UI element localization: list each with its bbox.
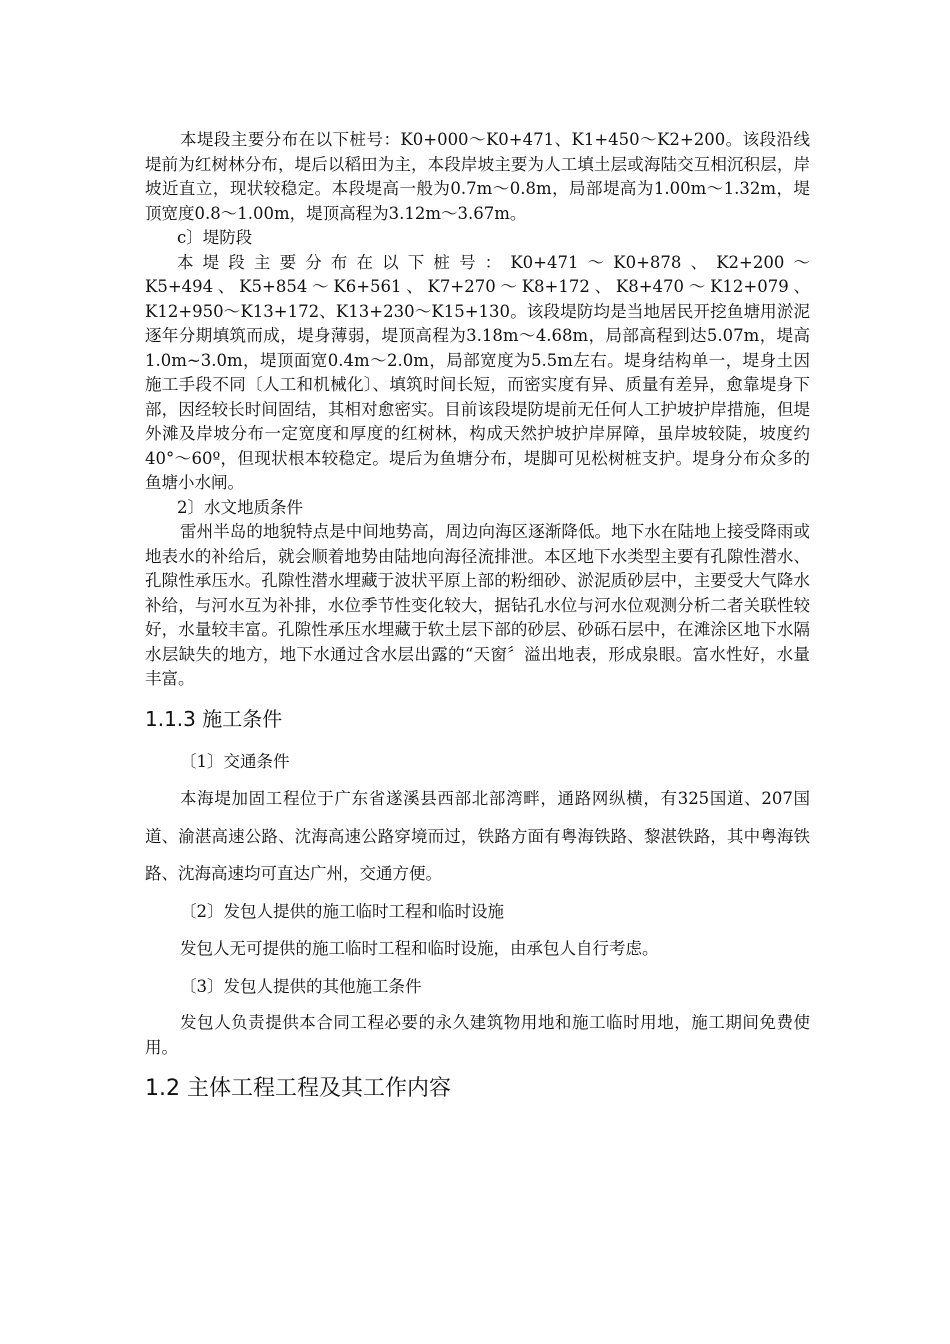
paragraph-levee-first-line: 本堤段主要分布在以下桩号：K0+471～K0+878、K2+200～ [177, 252, 810, 272]
item-3-title: 〔3〕发包人提供的其他施工条件 [180, 976, 422, 996]
subsection-hydrogeology-title: 2〕水文地质条件 [177, 497, 303, 517]
paragraph-embankment-section: 本堤段主要分布在以下桩号：K0+000～K0+471、K1+450～K2+200。该段沿线堤前为红树林分布，堤后以稻田为主，本段岸坡主要为人工填土层或海陆交互相沉积层，岸坡近直立，现状较稳定。本段堤高一般为0.7m～0.8m，局部堤高为1.00m～1.32m，堤顶宽度0.8～1.00m，堤顶高程为3.12m～3.67m。 [145, 130, 810, 223]
page-content [145, 128, 810, 1104]
heading-1-2: 1.2 主体工程工程及其工作内容 [145, 1076, 451, 1101]
paragraph-levee-section: K5+494、K5+854～K6+561、K7+270～K8+172、K8+470～K12+079、K12+950～K13+172、K13+230～K15+130。该段堤防均是当地居民开挖鱼塘用淤泥逐年分期填筑而成，堤身薄弱，堤顶高程为3.18m～4.68m，局部高程到达5.07m，堤高1.0m~3.0m，堤顶面宽0.4m～2.0m，局部宽度为5.5m左右。堤身结构单一，堤身土因施工手段不同〔人工和机械化〕、填筑时间长短，而密实度有异、质量有差异，愈靠堤身下部，因经较长时间固结，其相对愈密实。目前该段堤防堤前无任何人工护坡护岸措施，但堤外滩及岸坡分布一定宽度和厚度的红树林，构成天然护坡护岸屏障，虽岸坡较陡，坡度约40°～60º，但现状根本较稳定。堤后为鱼塘分布，堤脚可见松树桩支护。堤身分布众多的鱼塘小水闸。 [145, 277, 810, 492]
subsection-c-title: c〕堤防段 [177, 228, 253, 247]
item-3-text: 发包人负责提供本合同工程必要的永久建筑物用地和施工临时用地，施工期间免费使用。 [145, 1013, 810, 1057]
item-1-title: 〔1〕交通条件 [180, 751, 290, 771]
item-2-title: 〔2〕发包人提供的施工临时工程和临时设施 [180, 901, 504, 921]
item-1-text: 本海堤加固工程位于广东省遂溪县西部北部湾畔，通路网纵横，有325国道、207国道、渝湛高速公路、沈海高速公路穿境而过，铁路方面有粤海铁路、黎湛铁路，其中粤海铁路、沈海高速均可直达广州，交通方便。 [145, 789, 810, 883]
paragraph-hydrogeology: 雷州半岛的地貌特点是中间地势高，周边向海区逐渐降低。地下水在陆地上接受降雨或地表水的补给后，就会顺着地势由陆地向海径流排泄。本区地下水类型主要有孔隙性潜水、孔隙性承压水。孔隙性潜水埋藏于波状平原上部的粉细砂、淤泥质砂层中，主要受大气降水补给，与河水互为补排，水位季节性变化较大，据钻孔水位与河水位观测分析二者关联性较好，水量较丰富。孔隙性承压水埋藏于软土层下部的砂层、砂砾石层中，在滩涂区地下水隔水层缺失的地方，地下水通过含水层出露的“天窗〞溢出地表，形成泉眼。富水性好，水量丰富。 [145, 522, 810, 688]
heading-1-1-3: 1.1.3 施工条件 [145, 706, 283, 731]
item-2-text: 发包人无可提供的施工临时工程和临时设施，由承包人自行考虑。 [180, 939, 659, 958]
